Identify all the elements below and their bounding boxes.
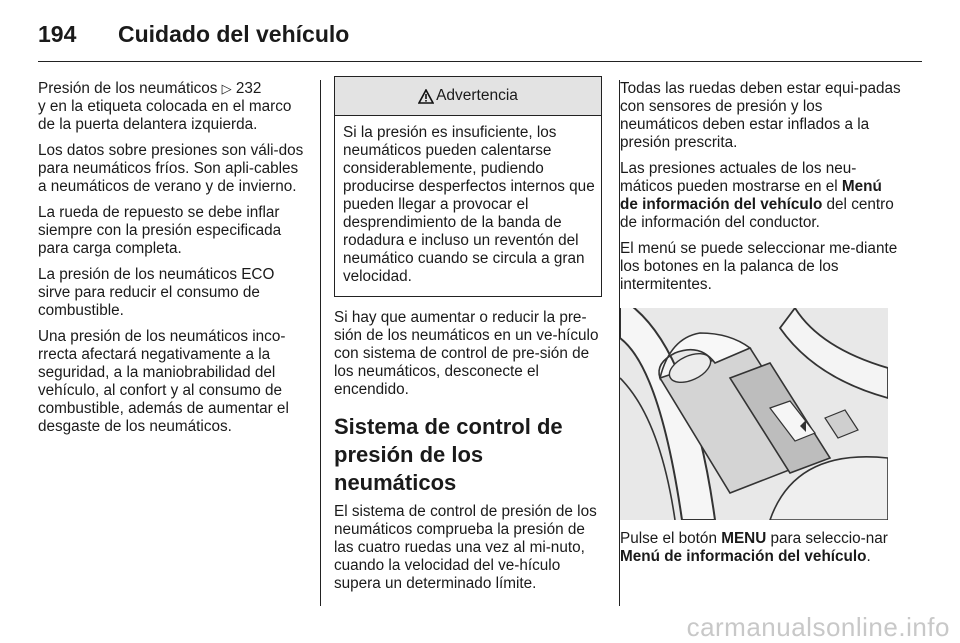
warning-box	[334, 76, 602, 297]
vehicle-info-menu-term-2: Menú de información del vehículo	[620, 548, 867, 565]
paragraph-system-description: El sistema de control de presión de los neumáticos comprueba la presión de las cuatro ruedas una vez al mi-nuto, cuando la velocidad del ve-hículo supera un determinado límite.	[334, 503, 597, 592]
paragraph-sensors: Todas las ruedas deben estar equi-padas con sensores de presión y los neumáticos deben estar inflados a la presión prescrita.	[620, 80, 901, 151]
warning-header	[335, 77, 601, 116]
pressure-ref-page[interactable]: 232	[235, 80, 262, 97]
paragraph-pressure-ref	[38, 80, 306, 134]
press-menu-text-a: Pulse el botón	[620, 530, 722, 547]
pressure-ref-location: y en la etiqueta colocada en el marco de la puerta delantera izquierda.	[38, 98, 292, 133]
column-middle	[334, 76, 602, 601]
column-left	[38, 80, 306, 444]
turn-signal-lever-illustration	[620, 308, 888, 520]
paragraph-incorrect-pressure: Una presión de los neumáticos inco-rrecta afectará negativamente a la seguridad, a la maniobrabilidad del vehículo, al confort y al consumo de combustible, además de aumentar el desgaste de los neumáticos.	[38, 328, 289, 435]
display-text-b: del centro de información del conductor.	[620, 196, 894, 231]
column-divider-left	[320, 80, 321, 606]
column-right	[620, 80, 902, 574]
reference-arrow-icon: ▷	[221, 81, 232, 96]
paragraph-cold-tyres: Los datos sobre presiones son váli-dos para neumáticos fríos. Son apli-cables a neumáticos de verano y de invierno.	[38, 142, 304, 195]
section-heading: Sistema de control de presión de los neumáticos	[334, 414, 563, 495]
paragraph-spare-wheel: La rueda de repuesto se debe inflar siempre con la presión especificada para carga completa.	[38, 204, 282, 257]
paragraph-display-pressures	[620, 160, 902, 232]
menu-button-term: MENU	[721, 530, 767, 547]
display-text-a: Las presiones actuales de los neu-máticos pueden mostrarse en el	[620, 160, 857, 195]
press-menu-text-b: para seleccio-nar	[766, 530, 888, 547]
watermark: carmanualsonline.info	[686, 612, 950, 642]
press-menu-text-c: .	[866, 548, 871, 565]
warning-body: Si la presión es insuficiente, los neumáticos pueden calentarse considerablemente, pudiendo producirse desperfectos internos que pueden llegar a provocar el desprendimiento de la banda de rodadura e incluso un reventón del neumático cuando se circula a gran velocidad.	[343, 124, 595, 285]
page-number: 194	[38, 20, 77, 47]
paragraph-menu-select: El menú se puede seleccionar me-diante los botones en la palanca de los intermitentes.	[620, 240, 898, 293]
paragraph-adjust-pressure: Si hay que aumentar o reducir la pre-sión de los neumáticos en un ve-hículo con sistema de control de pre-sión de los neumáticos, desconecte el encendido.	[334, 309, 599, 398]
vehicle-info-menu-term: Menú de información del vehículo	[620, 178, 882, 213]
page-header	[38, 14, 349, 54]
page-title: Cuidado del vehículo	[118, 20, 350, 47]
header-divider	[38, 61, 922, 62]
paragraph-press-menu	[620, 530, 902, 566]
warning-triangle-icon	[418, 89, 434, 104]
paragraph-eco-pressure: La presión de los neumáticos ECO sirve para reducir el consumo de combustible.	[38, 266, 275, 319]
turn-signal-lever-image	[620, 308, 888, 520]
pressure-ref-text: Presión de los neumáticos	[38, 80, 222, 97]
warning-title: Advertencia	[436, 87, 518, 104]
